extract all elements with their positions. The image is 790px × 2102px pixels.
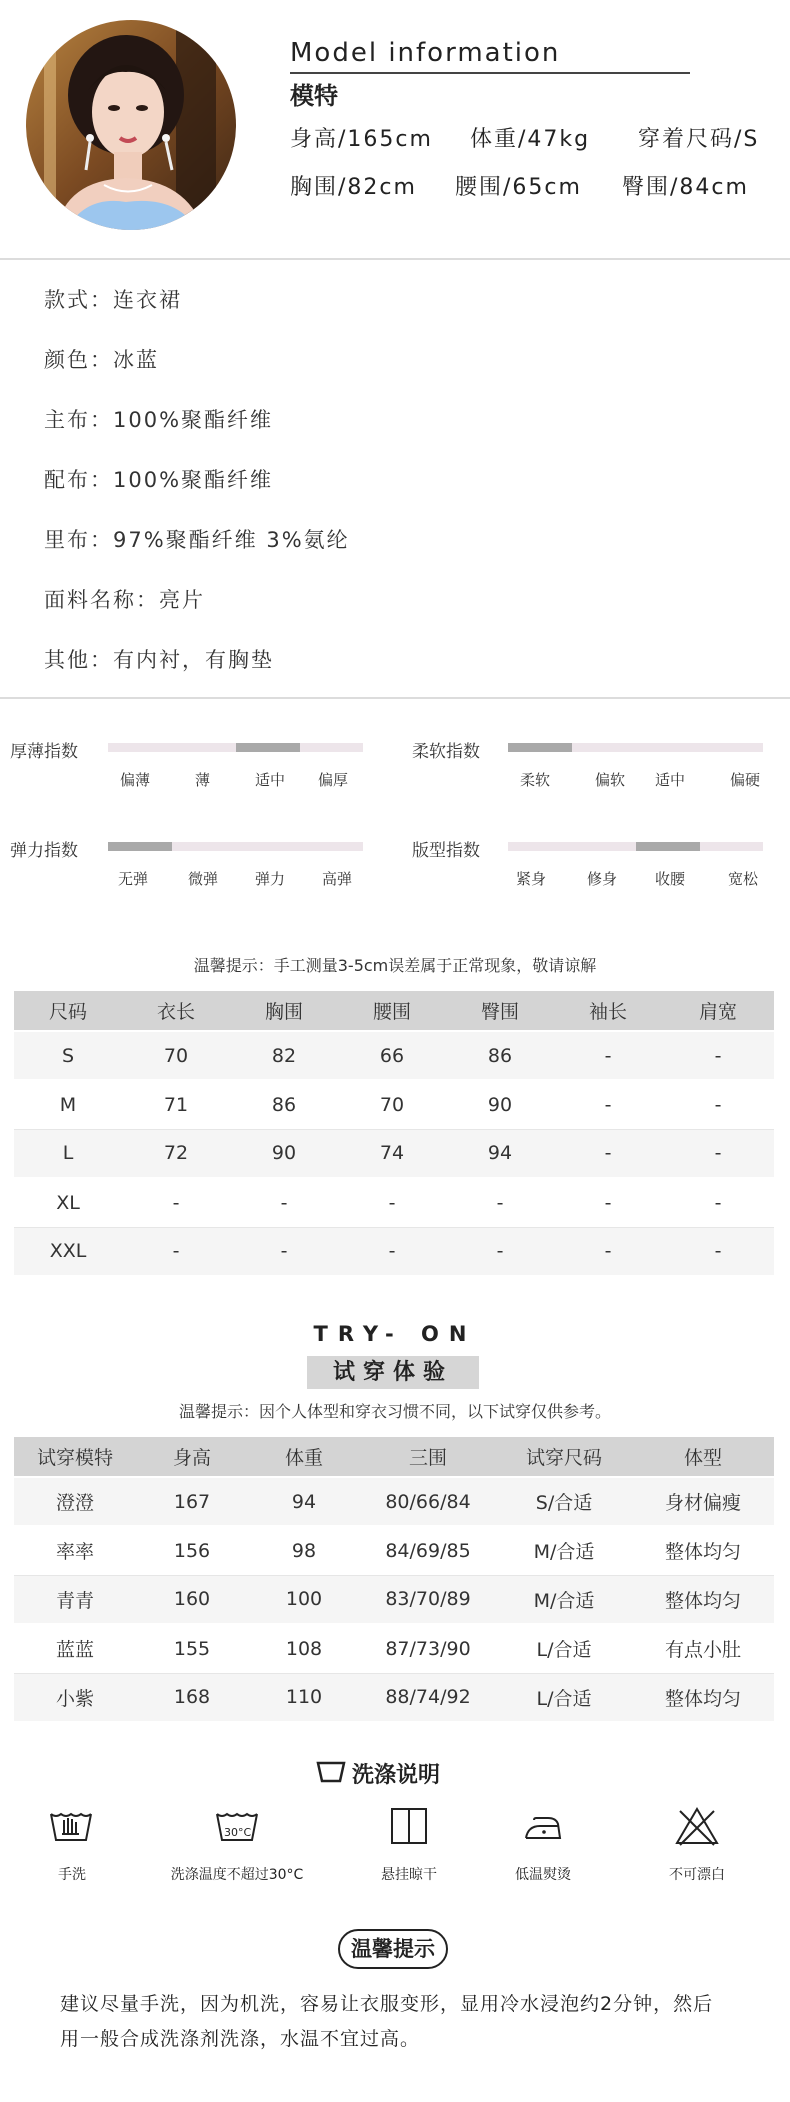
cell: - xyxy=(446,1178,554,1227)
table-row xyxy=(14,1526,774,1575)
fit-option: 收腰 xyxy=(655,870,686,888)
cell: 167 xyxy=(136,1477,248,1526)
cell: 整体均匀 xyxy=(632,1526,774,1575)
col-header: 体重 xyxy=(248,1437,360,1477)
cell: 98 xyxy=(248,1526,360,1575)
no-bleach-icon xyxy=(674,1806,720,1846)
cell: L/合适 xyxy=(496,1673,632,1722)
size-table-header xyxy=(14,991,774,1031)
cell: 74 xyxy=(338,1129,446,1178)
low-iron-icon xyxy=(520,1806,566,1846)
elasticity-option: 微弹 xyxy=(188,870,219,888)
fit-option: 紧身 xyxy=(516,870,547,888)
cell: - xyxy=(338,1178,446,1227)
attr-lining: 里布：97%聚酯纤维 3%氨纶 xyxy=(44,528,350,552)
softness-index-selected xyxy=(508,743,572,752)
model-photo xyxy=(26,20,236,230)
attr-secondary-fabric: 配布：100%聚酯纤维 xyxy=(44,468,274,492)
cell: L xyxy=(14,1129,122,1178)
elasticity-option: 无弹 xyxy=(118,870,149,888)
cell: 86 xyxy=(446,1031,554,1080)
cell: 澄澄 xyxy=(14,1477,136,1526)
cell: - xyxy=(230,1178,338,1227)
col-header: 尺码 xyxy=(14,991,122,1031)
cell: 110 xyxy=(248,1673,360,1722)
attr-style: 款式：连衣裙 xyxy=(44,288,182,312)
tryon-table-header xyxy=(14,1437,774,1477)
table-row xyxy=(14,1031,774,1080)
fit-option: 宽松 xyxy=(728,870,759,888)
cell: 168 xyxy=(136,1673,248,1722)
col-header: 胸围 xyxy=(230,991,338,1031)
softness-option: 偏软 xyxy=(595,771,626,789)
softness-option: 适中 xyxy=(655,771,686,789)
cell: 87/73/90 xyxy=(360,1624,496,1673)
cell: - xyxy=(122,1227,230,1276)
wash-30-text: 30°C xyxy=(224,1826,252,1839)
model-subtitle: 模特 xyxy=(290,82,338,110)
model-info-title: Model information xyxy=(290,38,561,68)
tryon-title-cn: 试穿体验 xyxy=(307,1356,479,1389)
elasticity-index-selected xyxy=(108,842,172,851)
table-row xyxy=(14,1178,774,1227)
tryon-title-en: TRY- ON xyxy=(313,1322,477,1346)
cell: 84/69/85 xyxy=(360,1526,496,1575)
cell: 整体均匀 xyxy=(632,1673,774,1722)
col-header: 臀围 xyxy=(446,991,554,1031)
cell: XXL xyxy=(14,1227,122,1276)
cell: 小紫 xyxy=(14,1673,136,1722)
tryon-table xyxy=(14,1437,774,1723)
cell: - xyxy=(662,1129,774,1178)
cell: M xyxy=(14,1080,122,1129)
cell: 90 xyxy=(230,1129,338,1178)
attr-fabric-name: 面料名称：亮片 xyxy=(44,588,205,612)
softness-option: 偏硬 xyxy=(730,771,761,789)
washing-title: 洗涤说明 xyxy=(352,1763,441,1788)
elasticity-option: 高弹 xyxy=(322,870,353,888)
cell: - xyxy=(662,1031,774,1080)
tips-line-2: 用一般合成洗涤剂洗涤，水温不宜过高。 xyxy=(60,2028,421,2050)
cell: - xyxy=(338,1227,446,1276)
fit-index-selected xyxy=(636,842,700,851)
col-header: 袖长 xyxy=(554,991,662,1031)
elasticity-option: 弹力 xyxy=(255,870,286,888)
col-header: 体型 xyxy=(632,1437,774,1477)
cell: 80/66/84 xyxy=(360,1477,496,1526)
cell: - xyxy=(554,1227,662,1276)
cell: - xyxy=(554,1080,662,1129)
tips-line-1: 建议尽量手洗，因为机洗，容易让衣服变形，显用冷水浸泡约2分钟，然后 xyxy=(60,1993,714,2015)
cell: 90 xyxy=(446,1080,554,1129)
cell: 155 xyxy=(136,1624,248,1673)
fit-index-track xyxy=(508,842,763,851)
cell: 蓝蓝 xyxy=(14,1624,136,1673)
softness-index-label: 柔软指数 xyxy=(412,742,480,762)
care-label: 低温熨烫 xyxy=(515,1867,571,1883)
table-row xyxy=(14,1080,774,1129)
table-row xyxy=(14,1129,774,1178)
hang-dry-icon xyxy=(386,1806,432,1846)
cell: XL xyxy=(14,1178,122,1227)
attr-color: 颜色：冰蓝 xyxy=(44,348,159,372)
divider xyxy=(0,697,790,699)
cell: 88/74/92 xyxy=(360,1673,496,1722)
attr-other: 其他：有内衬，有胸垫 xyxy=(44,648,274,672)
cell: S/合适 xyxy=(496,1477,632,1526)
model-height: 身高/165cm xyxy=(290,127,433,152)
cell: 156 xyxy=(136,1526,248,1575)
model-waist: 腰围/65cm xyxy=(455,175,582,200)
cell: 94 xyxy=(248,1477,360,1526)
cell: - xyxy=(662,1178,774,1227)
table-row xyxy=(14,1673,774,1722)
care-label: 不可漂白 xyxy=(669,1867,725,1883)
model-bust: 胸围/82cm xyxy=(290,175,417,200)
thickness-index-selected xyxy=(236,743,300,752)
attr-main-fabric: 主布：100%聚酯纤维 xyxy=(44,408,274,432)
thickness-index-track xyxy=(108,743,363,752)
care-label: 手洗 xyxy=(58,1867,86,1883)
thickness-option: 适中 xyxy=(255,771,286,789)
cell: 160 xyxy=(136,1575,248,1624)
softness-option: 柔软 xyxy=(520,771,551,789)
col-header: 试穿尺码 xyxy=(496,1437,632,1477)
cell: 86 xyxy=(230,1080,338,1129)
thickness-option: 偏薄 xyxy=(120,771,151,789)
cell: 72 xyxy=(122,1129,230,1178)
cell: 94 xyxy=(446,1129,554,1178)
cell: 70 xyxy=(122,1031,230,1080)
cell: 83/70/89 xyxy=(360,1575,496,1624)
cell: 整体均匀 xyxy=(632,1575,774,1624)
thickness-option: 薄 xyxy=(195,771,211,789)
care-label: 洗涤温度不超过30°C xyxy=(170,1867,304,1883)
cell: - xyxy=(662,1080,774,1129)
table-row xyxy=(14,1624,774,1673)
fit-option: 修身 xyxy=(587,870,618,888)
size-note: 温馨提示：手工测量3-5cm误差属于正常现象，敬请谅解 xyxy=(193,956,597,975)
table-row xyxy=(14,1575,774,1624)
cell: - xyxy=(662,1227,774,1276)
cell: - xyxy=(446,1227,554,1276)
care-label: 悬挂晾干 xyxy=(381,1867,437,1883)
cell: 82 xyxy=(230,1031,338,1080)
cell: S xyxy=(14,1031,122,1080)
cell: - xyxy=(122,1178,230,1227)
elasticity-index-label: 弹力指数 xyxy=(10,841,78,861)
cell: 有点小肚 xyxy=(632,1624,774,1673)
cell: L/合适 xyxy=(496,1624,632,1673)
model-hip: 臀围/84cm xyxy=(622,175,749,200)
size-table xyxy=(14,991,774,1277)
cell: 66 xyxy=(338,1031,446,1080)
cell: - xyxy=(554,1031,662,1080)
hand-wash-icon xyxy=(48,1806,94,1846)
divider xyxy=(0,258,790,260)
cell: 100 xyxy=(248,1575,360,1624)
cell: - xyxy=(554,1129,662,1178)
col-header: 肩宽 xyxy=(662,991,774,1031)
col-header: 身高 xyxy=(136,1437,248,1477)
cell: 70 xyxy=(338,1080,446,1129)
cell: 71 xyxy=(122,1080,230,1129)
col-header: 三围 xyxy=(360,1437,496,1477)
cell: 108 xyxy=(248,1624,360,1673)
title-underline xyxy=(290,72,690,74)
cell: 青青 xyxy=(14,1575,136,1624)
col-header: 衣长 xyxy=(122,991,230,1031)
table-row xyxy=(14,1477,774,1526)
basin-icon xyxy=(316,1760,346,1788)
col-header: 试穿模特 xyxy=(14,1437,136,1477)
cell: M/合适 xyxy=(496,1526,632,1575)
softness-index-track xyxy=(508,743,763,752)
model-weight: 体重/47kg xyxy=(470,127,591,152)
cell: M/合适 xyxy=(496,1575,632,1624)
table-row xyxy=(14,1227,774,1276)
tips-title: 温馨提示 xyxy=(338,1929,448,1969)
col-header: 腰围 xyxy=(338,991,446,1031)
cell: 率率 xyxy=(14,1526,136,1575)
thickness-option: 偏厚 xyxy=(318,771,349,789)
cell: 身材偏瘦 xyxy=(632,1477,774,1526)
tryon-note: 温馨提示：因个人体型和穿衣习惯不同，以下试穿仅供参考。 xyxy=(178,1402,611,1421)
cell: - xyxy=(554,1178,662,1227)
elasticity-index-track xyxy=(108,842,363,851)
fit-index-label: 版型指数 xyxy=(412,841,480,861)
model-size: 穿着尺码/S xyxy=(638,127,760,152)
thickness-index-label: 厚薄指数 xyxy=(10,742,78,762)
cell: - xyxy=(230,1227,338,1276)
